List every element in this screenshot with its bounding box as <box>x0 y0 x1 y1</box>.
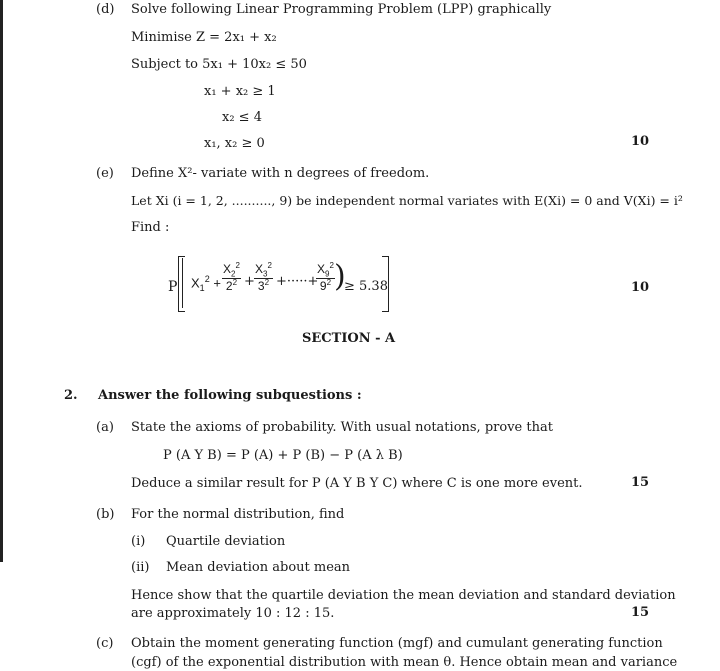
q2c-line1: Obtain the moment generating function (mgf) and cumulant generating function <box>131 636 663 651</box>
q2b-label: (b) <box>96 507 115 522</box>
q2a-deduce: Deduce a similar result for P (A Y B Y C) where C is one more event. <box>131 476 583 491</box>
q1d-label: (d) <box>96 2 115 17</box>
page-edge-shadow <box>0 0 3 562</box>
q2b-ii-text: Mean deviation about mean <box>166 560 351 575</box>
q1e-let: Let Xi (i = 1, 2, .........., 9) be independent normal variates with E(Xi) = 0 and V(Xi) = i² <box>131 193 683 208</box>
q2b-hence-line1: Hence show that the quartile deviation the mean deviation and standard deviation <box>131 588 676 603</box>
q1e-label: (e) <box>96 166 114 181</box>
q2a-marks: 15 <box>631 475 650 490</box>
q2a-label: (a) <box>96 420 114 435</box>
q2b-text: For the normal distribution, find <box>131 507 345 522</box>
q2b-marks: 15 <box>631 605 650 620</box>
q1e-text: Define X²- variate with n degrees of freedom. <box>131 166 430 181</box>
q2c-label: (c) <box>96 636 114 651</box>
q2-title: Answer the following subquestions : <box>98 388 362 403</box>
q2b-i-label: (i) <box>131 534 146 549</box>
q1d-objective: Minimise Z = 2x₁ + x₂ <box>131 30 277 45</box>
q2b-hence-line2: are approximately 10 : 12 : 15. <box>131 606 335 621</box>
q1d-constraint-2: x₁ + x₂ ≥ 1 <box>204 84 276 99</box>
q1d-constraint-1: Subject to 5x₁ + 10x₂ ≤ 50 <box>131 57 307 72</box>
q2a-text: State the axioms of probability. With usual notations, prove that <box>131 420 553 435</box>
q1d-constraint-4: x₁, x₂ ≥ 0 <box>204 136 265 151</box>
section-heading: SECTION - A <box>302 331 396 346</box>
q2a-formula: P (A Y B) = P (A) + P (B) − P (A λ B) <box>163 448 403 463</box>
q2-number: 2. <box>64 388 78 403</box>
q1e-find: Find : <box>131 220 170 235</box>
q1e-marks: 10 <box>631 280 650 295</box>
q1d-constraint-3: x₂ ≤ 4 <box>222 110 262 125</box>
q2b-ii-label: (ii) <box>131 560 150 575</box>
q1d-text: Solve following Linear Programming Problem (LPP) graphically <box>131 2 552 17</box>
q2b-i-text: Quartile deviation <box>166 534 286 549</box>
q1d-marks: 10 <box>631 134 650 149</box>
q2c-line2: (cgf) of the exponential distribution with mean θ. Hence obtain mean and variance <box>131 655 678 670</box>
q1e-formula-tail: ≥ 5.38 <box>344 279 388 294</box>
